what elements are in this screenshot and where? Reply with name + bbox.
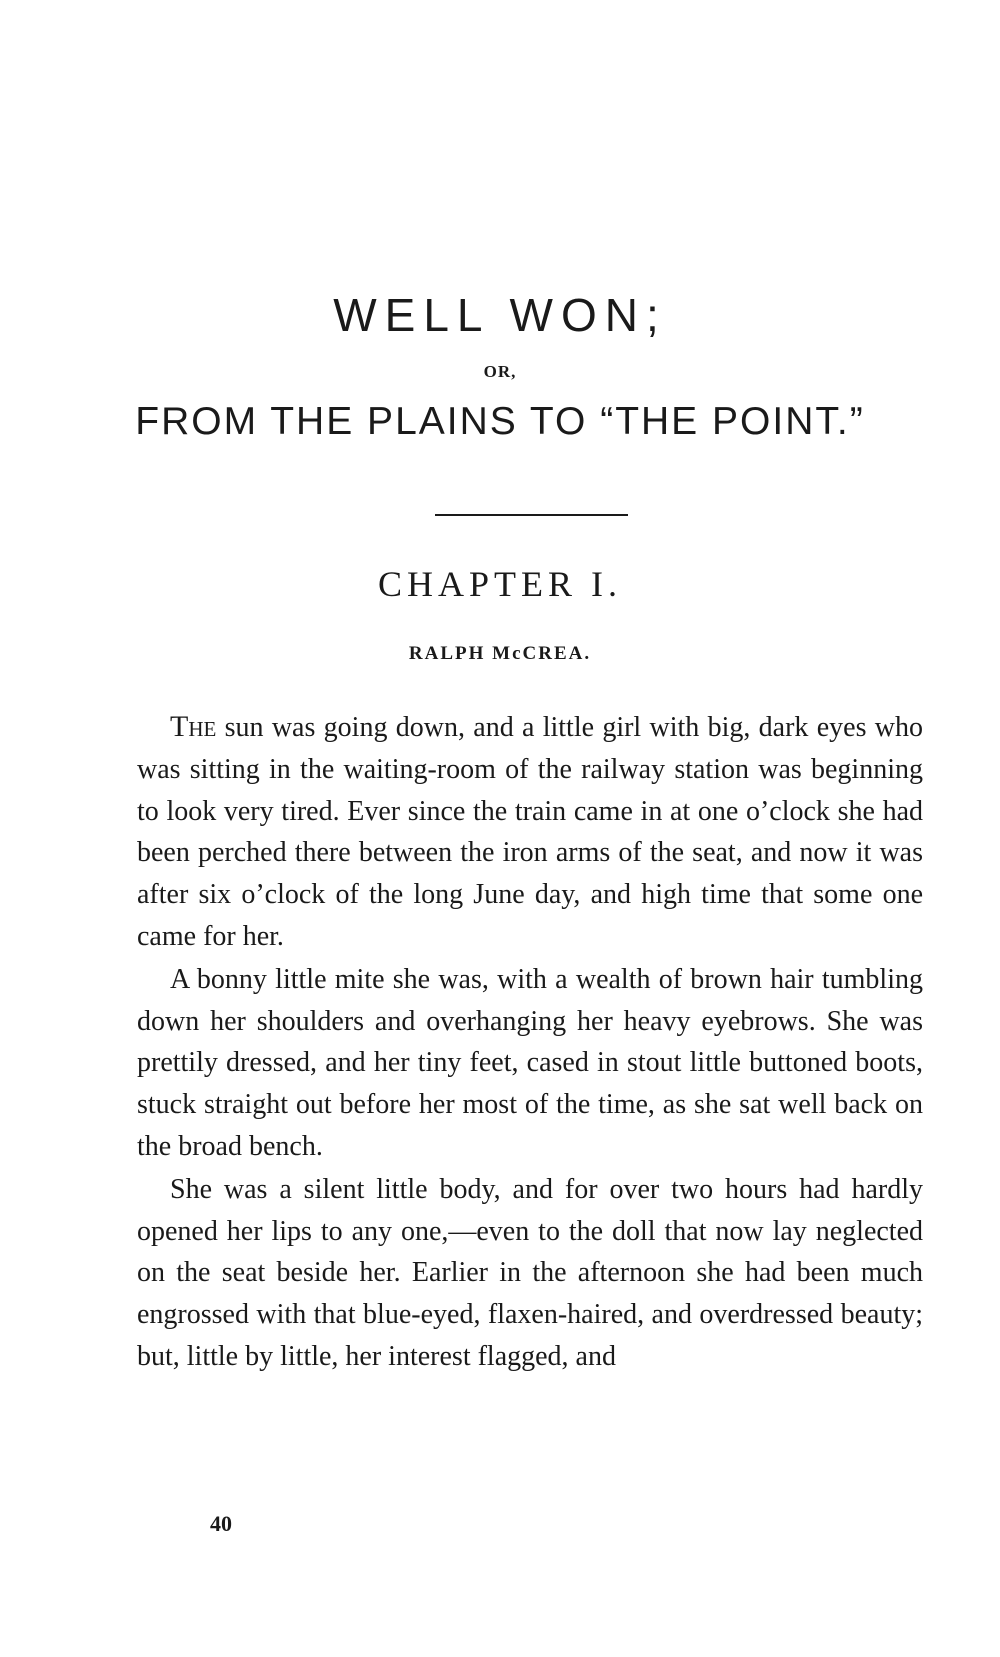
book-title: WELL WON; — [333, 289, 667, 341]
section-divider — [435, 514, 628, 516]
paragraph-3: She was a silent little body, and for over two hours had hardly opened her lips to any one,—even to the doll that now lay neglected on the seat beside her. Earlier in the afternoon she had been much engrossed with that blue-eyed, flaxen-haired, and overdressed beauty; but, little by little, her interest flagged, and — [137, 1173, 923, 1372]
chapter-heading: CHAPTER I. — [377, 564, 622, 604]
chapter-body — [137, 706, 923, 1379]
chapter-subheading: RALPH McCREA. — [408, 643, 592, 664]
paragraph-text: sun was going down, and a little girl with big, dark eyes who was sitting in the waiting-room of the railway station was beginning to look very tired. Ever since the train came in at one o’clock she had been perched there between the iron arms of the seat, and now it was after six o’clock of the long June day, and high time that some one came for her. — [137, 712, 923, 952]
paragraph-2: A bonny little mite she was, with a wealth of brown hair tumbling down her shoulders and overhanging her heavy eyebrows. She was prettily dressed, and her tiny feet, cased in stout little buttoned boots, stuck straight out before her most of the time, as she sat well back on the broad bench. — [137, 963, 923, 1162]
book-subtitle: FROM THE PLAINS TO “THE POINT.” — [135, 400, 865, 443]
title-conjunction: OR, — [483, 362, 517, 381]
page-number: 40 — [210, 1511, 232, 1536]
paragraph-lead-word: The — [170, 710, 217, 743]
paragraph-1 — [137, 706, 923, 958]
